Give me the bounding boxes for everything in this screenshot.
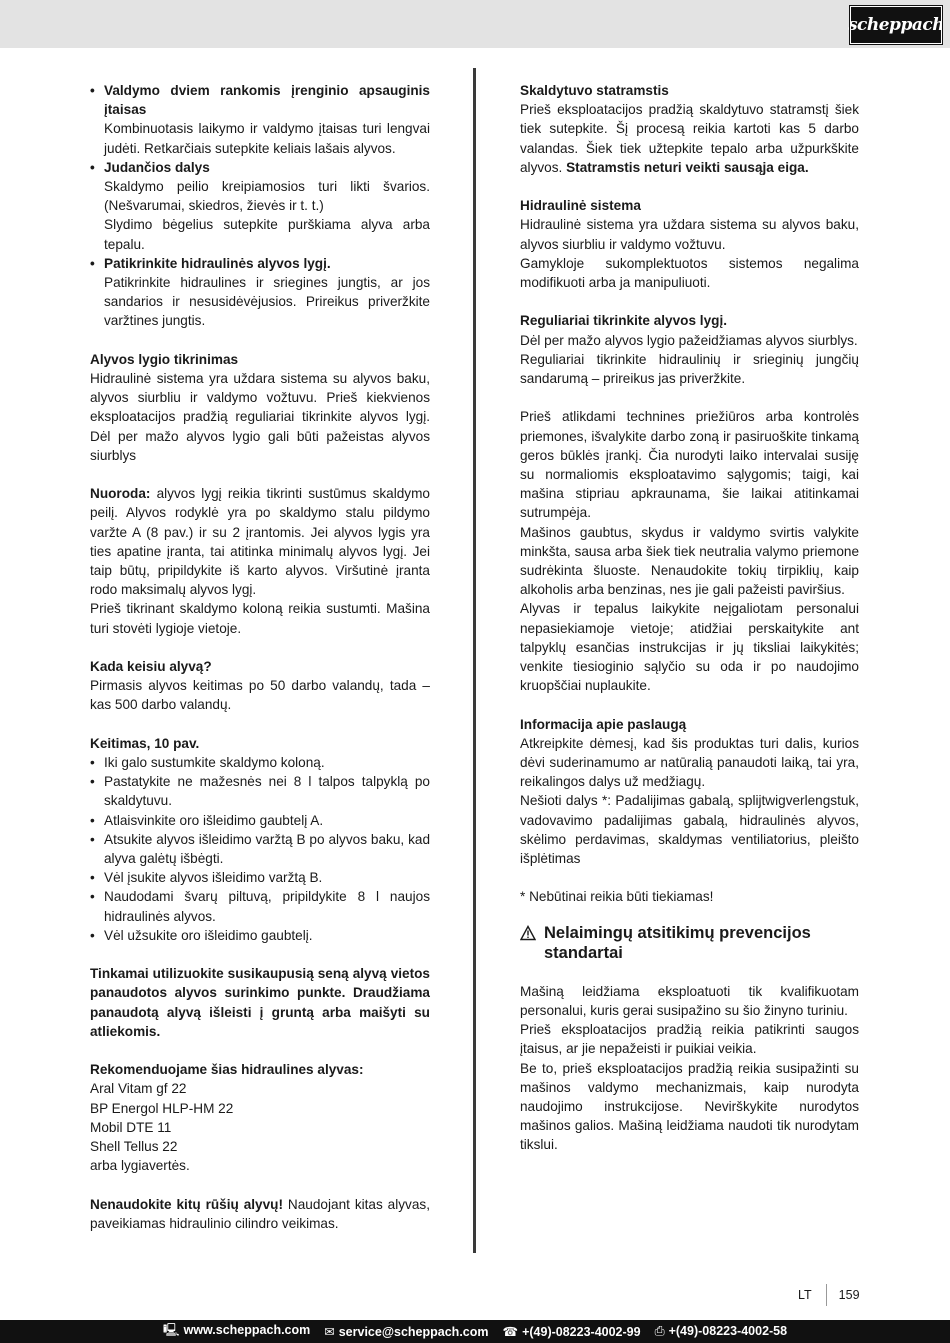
warning-triangle-icon: [520, 925, 536, 941]
paragraph: [520, 100, 859, 177]
right-column: [520, 81, 859, 1155]
section-title: Skaldytuvo statramstis: [520, 83, 669, 98]
paragraph: Patikrinkite hidraulines ir sriegines jungtis, ar jos sandarios ir nesusidėvėjusios. Prireikus priveržkite varžtines jungtis.: [104, 275, 430, 329]
paragraph: Hidraulinė sistema yra uždara sistema su alyvos baku, alyvos siurbliu ir valdymo vožtuvu.: [520, 217, 859, 252]
paragraph: Be to, prieš eksploatacijos pradžią reikia susipažinti su mašinos valdymo mechanizmais, kaip nurodyta naudojimo instrukcijose. Nevirškykite nurodytos mašinos galios. Mašiną leidžiama naudoti tik nurodytam tikslui.: [520, 1060, 859, 1153]
paragraph-text: Prieš eksploatacijos pradžią skaldytuvo statramstį šiek tiek sutepkite. Šį procesą reikia kartoti kas 5 darbo valandas. Šiek tiek užtepkite tepalo arba užpurkškite alyvos.: [520, 102, 859, 175]
section-title: Nelaimingų atsitikimų prevencijos standartai: [544, 923, 811, 962]
phone-text: +(49)-08223-4002-99: [522, 1325, 641, 1339]
language-code: LT: [798, 1288, 812, 1302]
section-title: • Valdymo dviem rankomis įrenginio apsauginis įtaisas: [104, 83, 430, 118]
brand-logo: scheppach: [850, 6, 942, 44]
list-item: • Atlaisvinkite oro išleidimo gaubtelį A.: [90, 811, 430, 830]
website-text: www.scheppach.com: [183, 1323, 311, 1337]
section-title: Informacija apie paslaugą: [520, 716, 687, 732]
contact-bar: [0, 1320, 950, 1343]
section-heading-warning: [520, 923, 859, 963]
list-item: • Iki galo sustumkite skaldymo koloną.: [90, 753, 430, 772]
paragraph-bold: Statramstis neturi veikti sausąja eiga.: [566, 159, 809, 175]
section-title: Keitimas, 10 pav.: [90, 735, 200, 751]
paragraph: Prieš eksploatacijos pradžią reikia patikrinti saugos įtaisus, ar jie nepažeisti ir puikiai veikia.: [520, 1022, 859, 1057]
bullet-section: [90, 81, 430, 119]
section-title: Hidraulinė sistema: [520, 198, 641, 214]
list-item: Aral Vitam gf 22: [90, 1081, 187, 1097]
computer-icon: 🖳: [162, 1323, 180, 1337]
note-label: Nuoroda:: [90, 486, 151, 502]
warning-text: Naudojant kitas alyvas, paveikiamas hidraulinio cilindro veikimas.: [90, 1196, 430, 1231]
list-item: arba lygiavertės.: [90, 1158, 190, 1174]
section-title: Rekomenduojame šias hidraulines alyvas:: [90, 1062, 364, 1078]
fax-number: [655, 1324, 788, 1339]
list-item: Shell Tellus 22: [90, 1139, 178, 1155]
section-title: • Patikrinkite hidraulinės alyvos lygį.: [104, 255, 331, 271]
warning-label: Nenaudokite kitų rūšių alyvų!: [90, 1196, 284, 1212]
list-item: BP Energol HLP-HM 22: [90, 1100, 234, 1116]
bullet-section: [90, 158, 430, 177]
note-text: alyvos lygį reikia tikrinti sustūmus skaldymo peilį. Alyvos rodyklė yra po skaldymo stalu pildymo varžte A (8 pav.) ir su 2 įrantomis. Jei alyvos lygis yra ties apatine įranta, tai atitinka minimalų alyvos lygį. Jei taip būtų, pripildykite iš karto alyvos. Viršutinė įranta rodo maksimalų alyvos lygį.: [90, 486, 430, 598]
paragraph: Gamykloje sukomplektuotos sistemos negalima modifikuoti arba ja manipuliuoti.: [520, 255, 859, 291]
list-item: • Vėl užsukite oro išleidimo gaubtelį.: [90, 926, 430, 945]
mail-icon: ✉: [324, 1325, 335, 1339]
section-title: Alyvos lygio tikrinimas: [90, 351, 239, 367]
header-bar: [0, 0, 950, 48]
section-title: Reguliariai tikrinkite alyvos lygį.: [520, 313, 728, 329]
list-item: Mobil DTE 11: [90, 1119, 172, 1135]
paragraph: Dėl per mažo alyvos lygio pažeidžiamas alyvos siurblys.: [520, 332, 858, 348]
paragraph: Prieš tikrinant skaldymo koloną reikia sustumti. Mašina turi stovėti lygioje vietoje.: [90, 601, 430, 636]
step-list: [90, 753, 430, 945]
page-number: 159: [838, 1288, 860, 1302]
paragraph: Prieš atlikdami technines priežiūros arba kontrolės priemones, išvalykite darbo zoną ir pasiruoškite tinkamą geros būklės įrankį. Čia nurodyti laiko intervalai susiję su normaliomis eksploatavimo sąlygomis; taigi, kai mašina stipriau apkraunama, šie laikai atitinkamai sutrumpėja.: [520, 409, 859, 521]
warning-paragraph: [90, 1195, 430, 1233]
email-text: service@scheppach.com: [338, 1325, 489, 1339]
column-divider: [473, 68, 476, 1253]
section-title: • Judančios dalys: [104, 159, 210, 175]
bullet-section: [90, 254, 430, 273]
list-item: • Pastatykite ne mažesnės nei 8 l talpos talpyklą po skaldytuvu.: [90, 772, 430, 810]
paragraph: Mašinos gaubtus, skydus ir valdymo svirtis valykite minkšta, sausa arba šiek tiek neutralia valymo priemone sudrėkinta šluoste. Nenaudokite tokių tirpiklių, kaip alkoholis arba benzinas, nes jie gali pažeisti paviršius.: [520, 524, 859, 598]
email-link[interactable]: [324, 1324, 488, 1339]
left-column: [90, 81, 430, 1233]
paragraph: Skaldymo peilio kreipiamosios turi likti švarios. (Nešvarumai, skiedros, žievės ir t. t.): [104, 179, 430, 214]
paragraph: Pirmasis alyvos keitimas po 50 darbo valandų, tada – kas 500 darbo valandų.: [90, 678, 430, 713]
website-link[interactable]: [163, 1321, 310, 1342]
phone-number: [503, 1324, 641, 1339]
page-footer: [798, 1284, 860, 1306]
paragraph: Alyvas ir tepalus laikykite neįgaliotam personalui nepasiekiamoje vietoje; atidžiai perskaitykite ant talpyklų esančias instrukcijas ir jų tiksliai laikykitės; venkite tiesioginio sąlyčio su oda ir po naudojimo kruopščiai nuplaukite.: [520, 601, 859, 694]
fax-icon: ⎙: [654, 1324, 665, 1338]
section-title: Kada keisiu alyvą?: [90, 659, 212, 675]
paragraph: Kombinuotasis laikymo ir valdymo įtaisas turi lengvai judėti. Retkarčiais sutepkite keliais lašais alyvos.: [104, 121, 430, 156]
list-item: • Atsukite alyvos išleidimo varžtą B po alyvos baku, kad alyva galėtų išbėgti.: [90, 830, 430, 868]
fax-text: +(49)-08223-4002-58: [668, 1324, 788, 1338]
paragraph: Reguliariai tikrinkite hidraulinių ir srieginių jungčių sandarumą – prireikus jas priveržkite.: [520, 351, 859, 387]
paragraph: Nešioti dalys *: Padalijimas gabalą, splijtwigverlengstuk, vadovavimo padalijimas gabalą, hidraulinės alyvos, skėlimo perdavimas, skaldymas ventiliatorius, pleišto išplėtimas: [520, 793, 859, 867]
disposal-notice: Tinkamai utilizuokite susikaupusią seną alyvą vietos panaudotos alyvos surinkimo punkte. Draudžiama panaudotą alyvą išleisti į gruntą arba maišyti su atliekomis.: [90, 966, 430, 1039]
paragraph: Atkreipkite dėmesį, kad šis produktas turi dalis, kurios dėvi suderinamumo ar natūralią panaudoti laiką, tai yra, reikalingos dalys už medžiagų.: [520, 735, 859, 790]
note-paragraph: [90, 484, 430, 599]
paragraph: Hidraulinė sistema yra uždara sistema su alyvos baku, alyvos siurbliu ir valdymo vožtuvu. Prieš kiekvienos eksploatacijos pradžią reguliariai tikrinkite alyvos lygį. Dėl per mažo alyvos lygio gali būti pažeistas alyvos siurblys: [90, 371, 430, 463]
oil-list: [90, 1079, 430, 1175]
list-item: • Naudodami švarų piltuvą, pripildykite 8 l naujos hidraulinės alyvos.: [90, 887, 430, 925]
list-item: • Vėl įsukite alyvos išleidimo varžtą B.: [90, 868, 430, 887]
paragraph: Mašiną leidžiama eksploatuoti tik kvalifikuotam personalui, kuris gerai susipažino su šio žinyno turiniu.: [520, 983, 859, 1019]
footnote: * Nebūtinai reikia būti tiekiamas!: [520, 889, 714, 905]
paragraph: Slydimo bėgelius sutepkite purškiama alyva arba tepalu.: [104, 217, 430, 252]
phone-icon: ☎: [502, 1325, 519, 1339]
